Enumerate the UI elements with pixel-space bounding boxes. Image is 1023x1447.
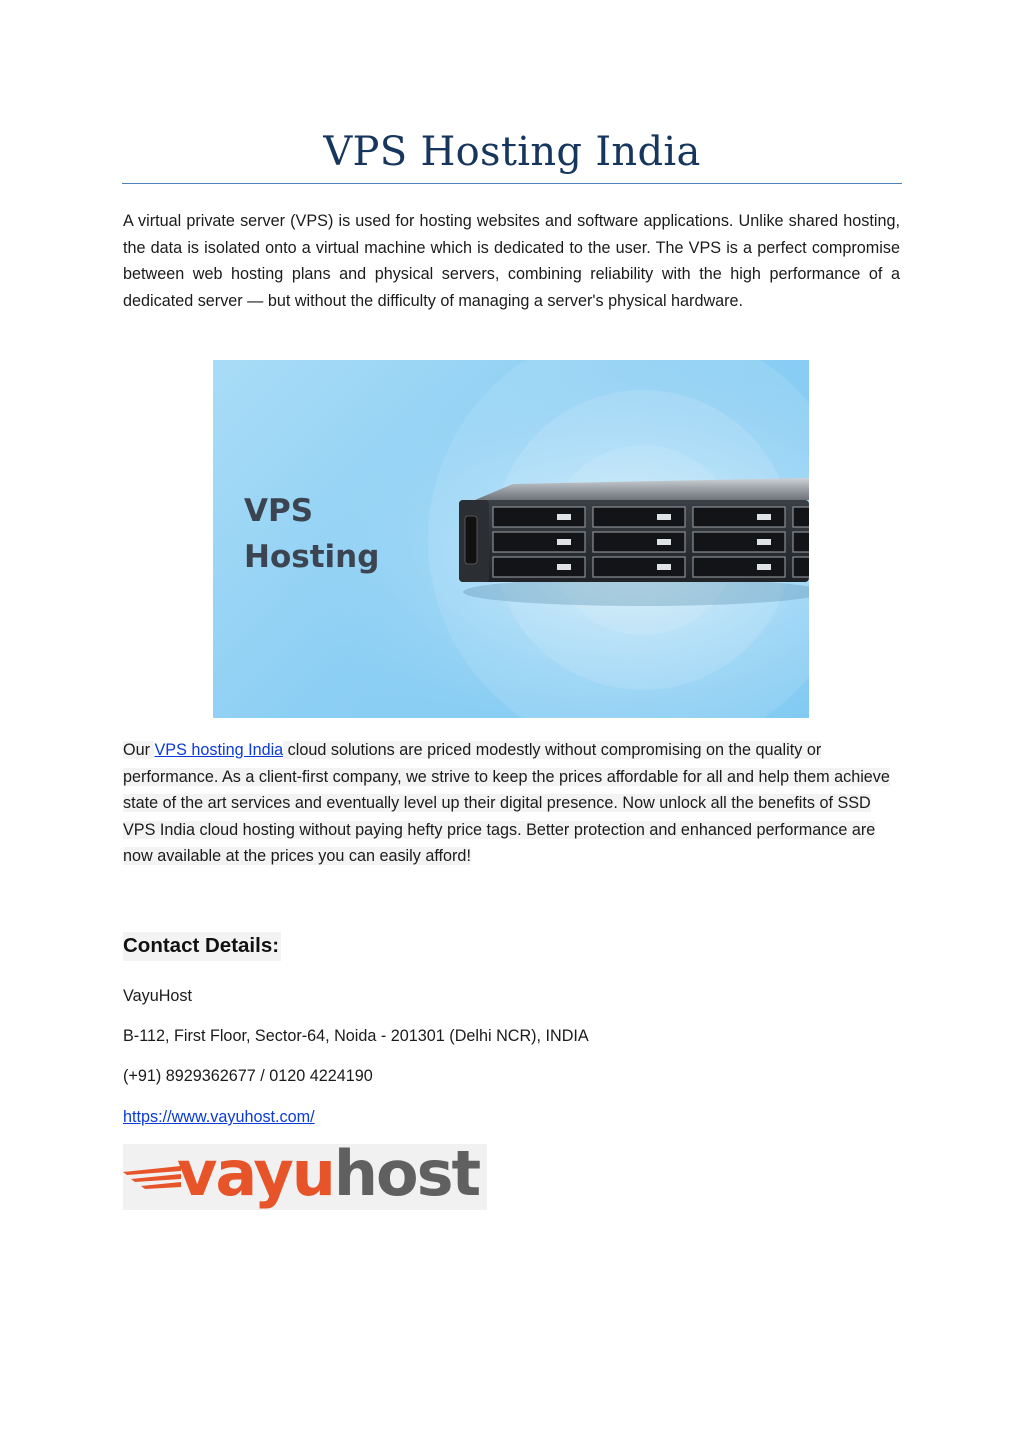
body-text: cloud solutions are priced modestly without compromising on the quality or performance. As a client-first company, we strive to keep the prices affordable for all and help them achieve state of the art services and eventually level up their digital presence. Now unlock all the benefits of SSD VPS India cloud hosting without paying hefty price tags. Better protection and enhanced performance are now available at the prices you can easily afford! [123,741,890,866]
website-link[interactable]: https://www.vayuhost.com/ [123,1108,315,1126]
company-phone: (+91) 8929362677 / 0120 4224190 [123,1067,373,1085]
company-address: B-112, First Floor, Sector-64, Noida - 201301 (Delhi NCR), INDIA [123,1027,589,1045]
body-prefix: Our [123,741,155,759]
banner-heading: VPS Hosting [244,493,380,575]
body-paragraph [123,737,898,870]
vayuhost-logo [123,1144,487,1210]
intro-paragraph: A virtual private server (VPS) is used for hosting websites and software applications. Unlike shared hosting, the data is isolated onto a virtual machine which is dedicated to the user. The VPS is a perfect compromise between web hosting plans and physical servers, combining reliability with the high performance of a dedicated server — but without the difficulty of managing a server's physical hardware. [123,212,900,311]
vps-hosting-banner-image [213,360,809,718]
document-title: VPS Hosting India [323,129,701,175]
logo-wordmark: vayuhost [177,1144,480,1210]
vps-hosting-india-link[interactable]: VPS hosting India [154,741,284,759]
contact-heading: Contact Details: [123,932,281,961]
company-name: VayuHost [123,987,192,1005]
title-divider [122,183,902,184]
